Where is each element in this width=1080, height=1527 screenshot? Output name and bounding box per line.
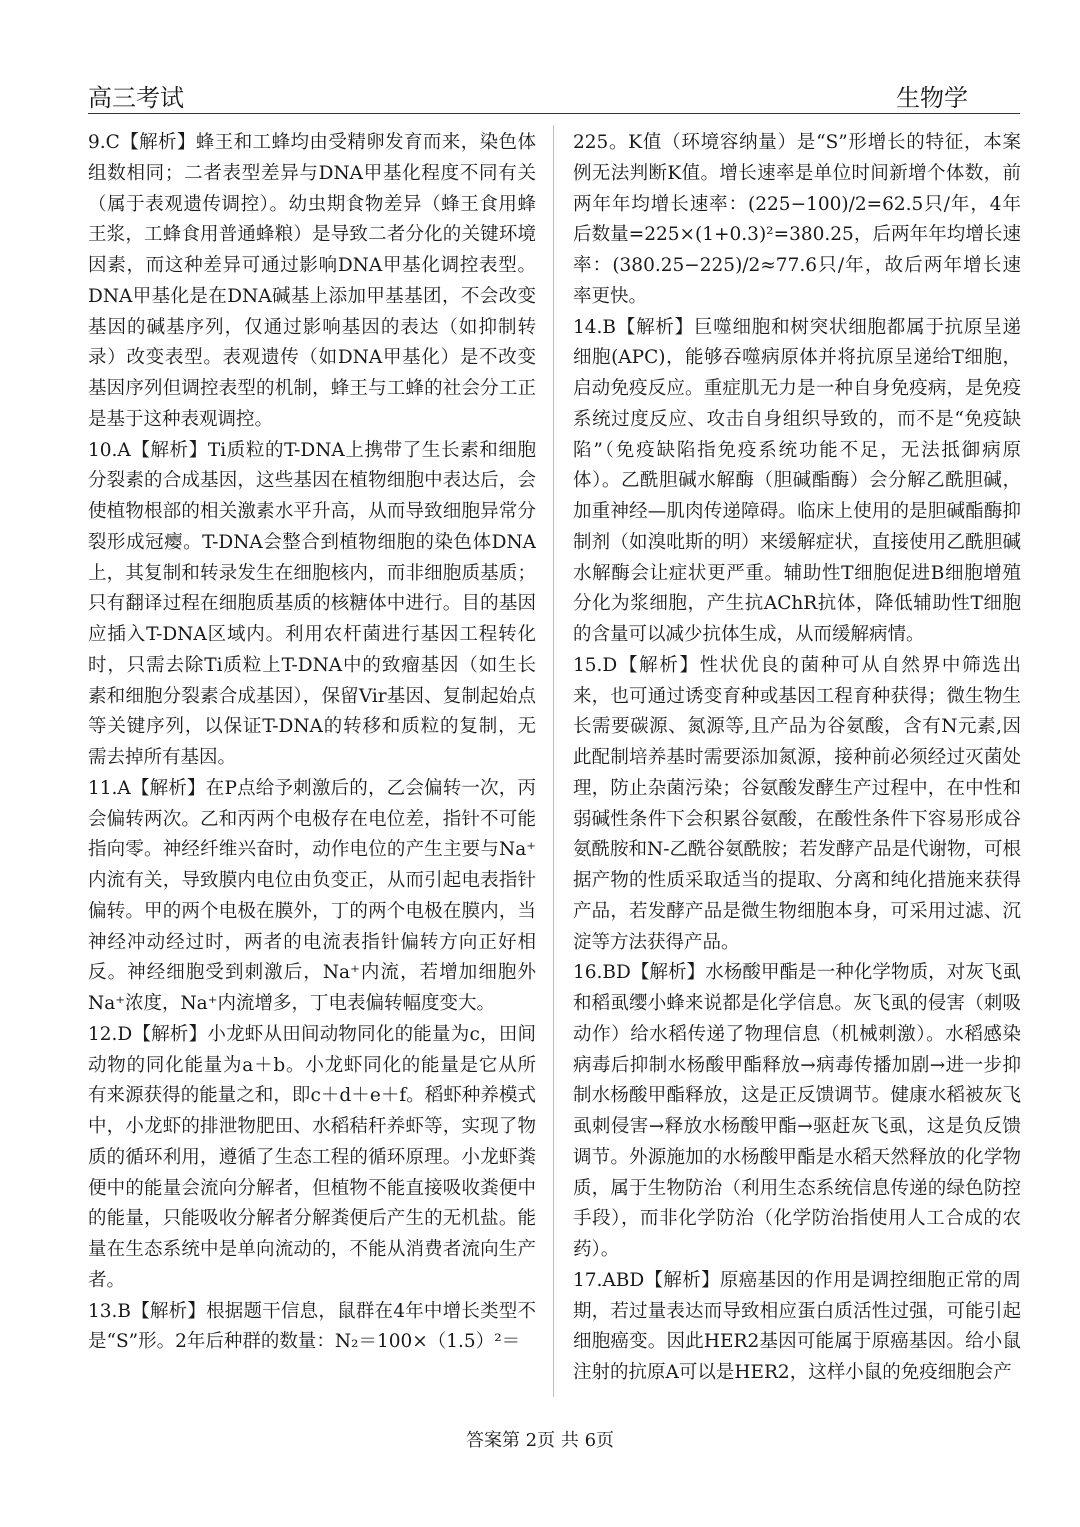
answer-15: 15.D【解析】性状优良的菌种可从自然界中筛选出来，也可通过诱变育种或基因工程育种获得；微生物生长需要碳源、氮源等,且产品为谷氨酸，含有N元素,因此配制培养基时需要添加氮源，接种前必须经过灭菌处理，防止杂菌污染；谷氨酸发酵生产过程中，在中性和弱碱性条件下会积累谷氨酸，在酸性条件下容易形成谷氨酰胺和N-乙酰谷氨酰胺；若发酵产品是代谢物，可根据产物的性质采取适当的提取、分离和纯化措施来获得产品，若发酵产品是微生物细胞本身，可采用过滤、沉淀等方法获得产品。	[573, 654, 1021, 953]
answer-17: 17.ABD【解析】原癌基因的作用是调控细胞正常的周期，若过量表达而导致相应蛋白质活性过强，可能引起细胞癌变。因此HER2基因可能属于原癌基因。给小鼠注射的抗原A可以是HER2，这样小鼠的免疫细胞会产	[573, 1269, 1021, 1383]
answer-12: 12.D【解析】小龙虾从田间动物同化的能量为c，田间动物的同化能量为a＋b。小龙虾同化的能量是它从所有来源获得的能量之和，即c＋d＋e＋f。稻虾种养模式中，小龙虾的排泄物肥田、水稻秸秆养虾等，实现了物质的循环利用，遵循了生态工程的循环原理。小龙虾粪便中的能量会流向分解者，但植物不能直接吸收粪便中的能量，只能吸收分解者分解粪便后产生的无机盐。能量在生态系统中是单向流动的，不能从消费者流向生产者。	[88, 1023, 536, 1291]
answer-11: 11.A【解析】在P点给予刺激后的，乙会偏转一次，丙会偏转两次。乙和丙两个电极存在电位差，指针不可能指向零。神经纤维兴奋时，动作电位的产生主要与Na⁺内流有关，导致膜内电位由负变正，从而引起电表指针偏转。甲的两个电极在膜外，丁的两个电极在膜内，当神经冲动经过时，两者的电流表指针偏转方向正好相反。神经细胞受到刺激后，Na⁺内流，若增加细胞外Na⁺浓度，Na⁺内流增多，丁电表偏转幅度变大。	[88, 777, 536, 1014]
answer-16: 16.BD【解析】水杨酸甲酯是一种化学物质，对灰飞虱和稻虱缨小蜂来说都是化学信息。灰飞虱的侵害（刺吸动作）给水稻传递了物理信息（机械刺激）。水稻感染病毒后抑制水杨酸甲酯释放→病毒传播加剧→进一步抑制水杨酸甲酯释放，这是正反馈调节。健康水稻被灰飞虱刺侵害→释放水杨酸甲酯→驱赶灰飞虱，这是负反馈调节。外源施加的水杨酸甲酯是水稻天然释放的化学物质，属于生物防治（利用生态系统信息传递的绿色防控手段），而非化学防治（化学防治指使用人工合成的农药）。	[573, 962, 1021, 1260]
page-footer: 答案第 2页 共 6页	[465, 1430, 615, 1451]
right-column	[573, 128, 1021, 1388]
answer-9: 9.C【解析】蜂王和工蜂均由受精卵发育而来，染色体组数相同；二者表型差异与DNA甲基化程度不同有关（属于表观遗传调控）。幼虫期食物差异（蜂王食用蜂王浆，工蜂食用普通蜂粮）是导致二者分化的关键环境因素，而这种差异可通过影响DNA甲基化调控表型。DNA甲基化是在DNA碱基上添加甲基基团，不会改变基因的碱基序列，仅通过影响基因的表达（如抑制转录）改变表型。表观遗传（如DNA甲基化）是不改变基因序列但调控表型的机制，蜂王与工蜂的社会分工正是基于这种表观调控。	[88, 132, 536, 430]
left-column	[88, 128, 536, 1388]
column-divider	[553, 125, 554, 1397]
header-divider	[88, 113, 1020, 114]
answer-10: 10.A【解析】Ti质粒的T-DNA上携带了生长素和细胞分裂素的合成基因，这些基因在植物细胞中表达后，会使植物根部的相关激素水平升高，从而导致细胞异常分裂形成冠瘿。T-DNA会整合到植物细胞的染色体DNA上，其复制和转录发生在细胞核内，而非细胞质基质；只有翻译过程在细胞质基质的核糖体中进行。目的基因应插入T-DNA区域内。利用农杆菌进行基因工程转化时，只需去除Ti质粒上T-DNA中的致瘤基因（如生长素和细胞分裂素合成基因），保留Vir基因、复制起始点等关键序列，以保证T-DNA的转移和质粒的复制，无需去掉所有基因。	[88, 439, 536, 768]
answer-13-cont: 225。K值（环境容纳量）是“S”形增长的特征，本案例无法判断K值。增长速率是单位时间新增个体数，前两年年均增长速率：(225−100)/2=62.5只/年，4年后数量=225×(1+0.3)²=380.25，后两年年均增长速率：(380.25−225)/2≈77.6只/年，故后两年增长速率更快。	[573, 132, 1021, 307]
answer-13-start: 13.B【解析】根据题干信息，鼠群在4年中增长类型不是“S”形。2年后种群的数量：N₂＝100×（1.5）²＝	[88, 1300, 536, 1353]
answer-14: 14.B【解析】巨噬细胞和树突状细胞都属于抗原呈递细胞(APC)，能够吞噬病原体并将抗原呈递给T细胞，启动免疫反应。重症肌无力是一种自身免疫病，是免疫系统过度反应、攻击自身组织导致的，而不是“免疫缺陷”（免疫缺陷指免疫系统功能不足，无法抵御病原体）。乙酰胆碱水解酶（胆碱酯酶）会分解乙酰胆碱，加重神经—肌肉传递障碍。临床上使用的是胆碱酯酶抑制剂（如溴吡斯的明）来缓解症状，直接使用乙酰胆碱水解酶会让症状更严重。辅助性T细胞促进B细胞增殖分化为浆细胞，产生抗AChR抗体，降低辅助性T细胞的含量可以减少抗体生成，从而缓解病情。	[573, 316, 1021, 645]
header-subject: 生物学	[896, 84, 968, 112]
header-title: 高三考试	[88, 84, 184, 112]
